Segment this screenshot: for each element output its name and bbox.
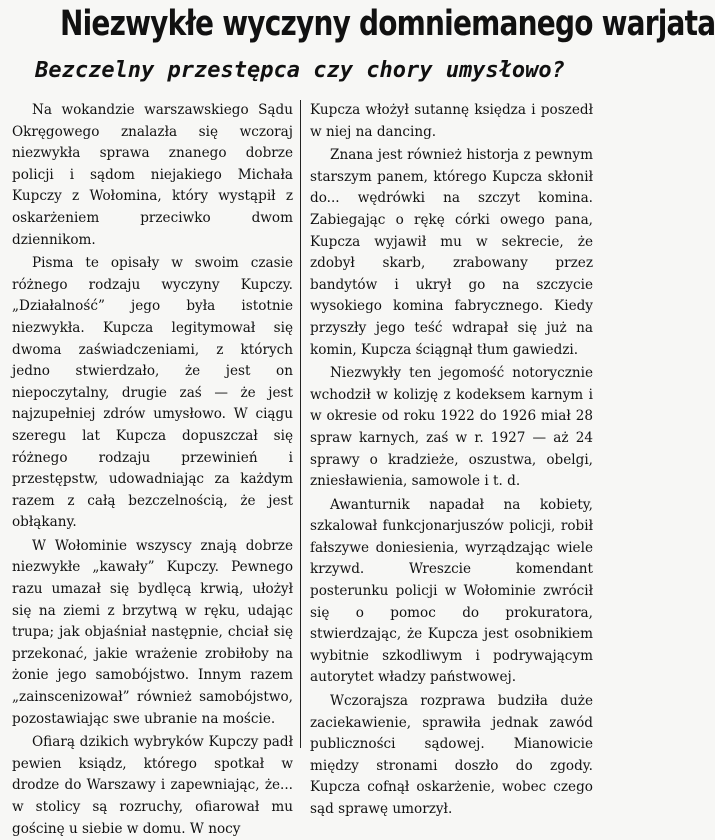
right-column (310, 100, 593, 817)
paragraph: Kupcza włożył sutannę księdza i poszedł w niej na dancing. (310, 102, 593, 140)
paragraph: Na wokandzie warszawskiego Sądu Okręgowego znalazła się wczoraj niezwykła sprawa znanego dobrze policji i sądom niejakiego Michała Kupczy z Wołomina, który wystąpił z oskarżeniem przeciwko dwom dziennikom. (12, 102, 293, 248)
left-column (12, 100, 293, 837)
paragraph: Wczorajsza rozprawa budziła duże zaciekawienie, sprawiła jednak zawód publiczności sądowej. Mianowicie między stronami doszło do zgody. Kupcza cofnął oskarżenie, wobec czego sąd sprawę umorzył. (310, 693, 593, 817)
headline: Niezwykłe wyczyny domniemanego warjata (60, 4, 715, 44)
paragraph: Znana jest również historja z pewnym starszym panem, którego Kupcza skłonił do... wędrówki na szczyt komina. Zabiegając o rękę córki owego pana, Kupcza wyjawił mu w sekrecie, że zdobył skarb, zrabowany przez bandytów i ukrył go na szczycie wysokiego komina fabrycznego. Kiedy przyszły jego teść wdrapał się już na komin, Kupcza ściągnął tłum gawiedzi. (310, 147, 593, 358)
paragraph: Awanturnik napadał na kobiety, szkalował funkcjonarjuszów policji, robił fałszywe doniesienia, wyrządzając wiele krzywd. Wreszcie komendant posterunku policji w Wołominie zwrócił się o pomoc do prokuratora, stwierdzając, że Kupcza jest osobnikiem wybitnie szkodliwym i podrywającym autorytet władzy państwowej. (310, 496, 593, 686)
paragraph: Ofiarą dzikich wybryków Kupczy padł pewien ksiądz, którego spotkał w drodze do Warszawy i zapewniając, że... w stolicy są rozruchy, ofiarował mu gościnę u siebie w domu. W nocy (12, 734, 293, 837)
column-divider (300, 100, 301, 748)
paragraph: Niezwykły ten jegomość notorycznie wchodził w kolizję z kodeksem karnym i w okresie od roku 1922 do 1926 miał 28 spraw karnych, zaś w r. 1927 — aż 24 sprawy o kradzieże, oszustwa, obelgi, zniesławienia, samowole i t. d. (310, 365, 593, 490)
paragraph: W Wołominie wszyscy znają dobrze niezwykłe „kawały” Kupczy. Pewnego razu umazał się bydlęcą krwią, ułożył się na ziemi z brzytwą w ręku, udając trupa; jak objaśniał następnie, chciał się przekonać, jakie wrażenie zrobiłoby na żonie jego samobójstwo. Innym razem „zainscenizował” również samobójstwo, pozostawiając swe ubranie na moście. (12, 537, 293, 727)
paragraph: Pisma te opisały w swoim czasie różnego rodzaju wyczyny Kupczy. „Działalność” jego była istotnie niezwykła. Kupcza legitymował się dwoma zaświadczeniami, z których jedno stwierdzało, że jest on niepoczytalny, drugie zaś — że jest najzupełniej zdrów umysłowo. W ciągu szeregu lat Kupcza dopuszczał się różnego rodzaju przewinień i przestępstw, udowadniając za każdym razem z całą bezczelnością, że jest obłąkany. (12, 255, 293, 531)
subheadline: Bezczelny przestępca czy chory umysłowo? (35, 58, 565, 83)
